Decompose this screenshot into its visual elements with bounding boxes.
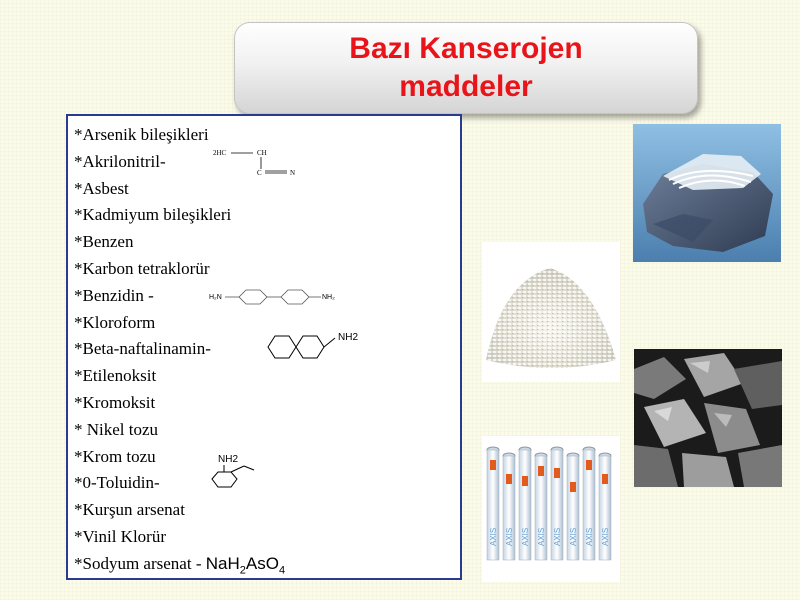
list-item-label: *Benzidin - xyxy=(74,285,154,305)
list-item-kloroform: *Kloroform xyxy=(74,312,156,332)
list-item-sodyum-arsenat xyxy=(74,551,460,578)
list-item-nikel-tozu: * Nikel tozu xyxy=(74,419,159,439)
list-item-benzidin xyxy=(74,283,460,310)
battery-cell xyxy=(487,447,499,560)
list-item-krom-tozu: *Krom tozu xyxy=(74,446,156,466)
list-item-kursun-arsenat: *Kurşun arsenat xyxy=(74,500,185,520)
struct-label: NH₂ xyxy=(322,293,335,301)
battery-cell xyxy=(519,447,531,560)
battery-label: AXIS xyxy=(585,527,594,546)
struct-label: NH2 xyxy=(218,454,239,466)
list-item-karbon-tetraklorur: *Karbon tetraklorür xyxy=(74,258,210,278)
slide-title xyxy=(349,30,582,106)
list-item-label: *0-Toluidin- xyxy=(74,473,160,493)
naphthylamine-structure xyxy=(260,328,380,366)
struct-label: 2HC xyxy=(213,148,227,157)
battery-label: AXIS xyxy=(505,527,514,546)
battery-cell xyxy=(567,453,579,560)
title-line-2: maddeler xyxy=(399,70,533,103)
sodium-arsenate-formula: NaH$_2$AsO$_4$ xyxy=(205,553,286,577)
struct-label: CH xyxy=(257,148,267,157)
struct-label: NH2 xyxy=(338,332,359,344)
struct-label: N xyxy=(290,168,296,177)
metal-ore-photo xyxy=(634,349,782,487)
struct-label: H₂N xyxy=(209,293,222,301)
battery-label: AXIS xyxy=(553,527,562,546)
granules-photo xyxy=(482,242,620,382)
carcinogen-list xyxy=(68,116,460,578)
list-item-benzen: *Benzen xyxy=(74,232,134,252)
asbestos-photo xyxy=(633,124,781,262)
battery-label: AXIS xyxy=(537,527,546,546)
struct-label: C xyxy=(257,168,262,177)
battery-cell xyxy=(599,453,611,560)
list-item-akrilonitril xyxy=(74,149,460,176)
battery-cell xyxy=(551,447,563,560)
title-banner xyxy=(234,22,698,114)
battery-cell xyxy=(503,453,515,560)
battery-label: AXIS xyxy=(489,527,498,546)
list-item-etilenoksit: *Etilenoksit xyxy=(74,366,157,386)
list-item-label: *Akrilonitril- xyxy=(74,151,166,171)
battery-cell xyxy=(583,447,595,560)
list-item-vinil-klorur: *Vinil Klorür xyxy=(74,526,166,546)
list-item-kromoksit: *Kromoksit xyxy=(74,392,156,412)
list-item-kadmiyum: *Kadmiyum bileşikleri xyxy=(74,205,232,225)
list-item-asbest: *Asbest xyxy=(74,178,129,198)
battery-label: AXIS xyxy=(601,527,610,546)
acrylonitrile-structure xyxy=(209,145,309,179)
battery-label: AXIS xyxy=(521,527,530,546)
battery-label: AXIS xyxy=(569,527,578,546)
carcinogen-list-panel xyxy=(66,114,462,580)
toluidine-structure xyxy=(204,452,274,500)
batteries-photo xyxy=(482,436,620,582)
list-item-label: *Beta-naftalinamin- xyxy=(74,339,211,359)
title-line-1: Bazı Kanserojen xyxy=(349,32,583,65)
list-item-beta-naftalinamin xyxy=(74,332,460,363)
benzidine-structure xyxy=(209,287,349,307)
list-item-arsenik: *Arsenik bileşikleri xyxy=(74,125,209,144)
battery-cell xyxy=(535,453,547,560)
list-item-label: *Sodyum arsenat - xyxy=(74,553,206,573)
